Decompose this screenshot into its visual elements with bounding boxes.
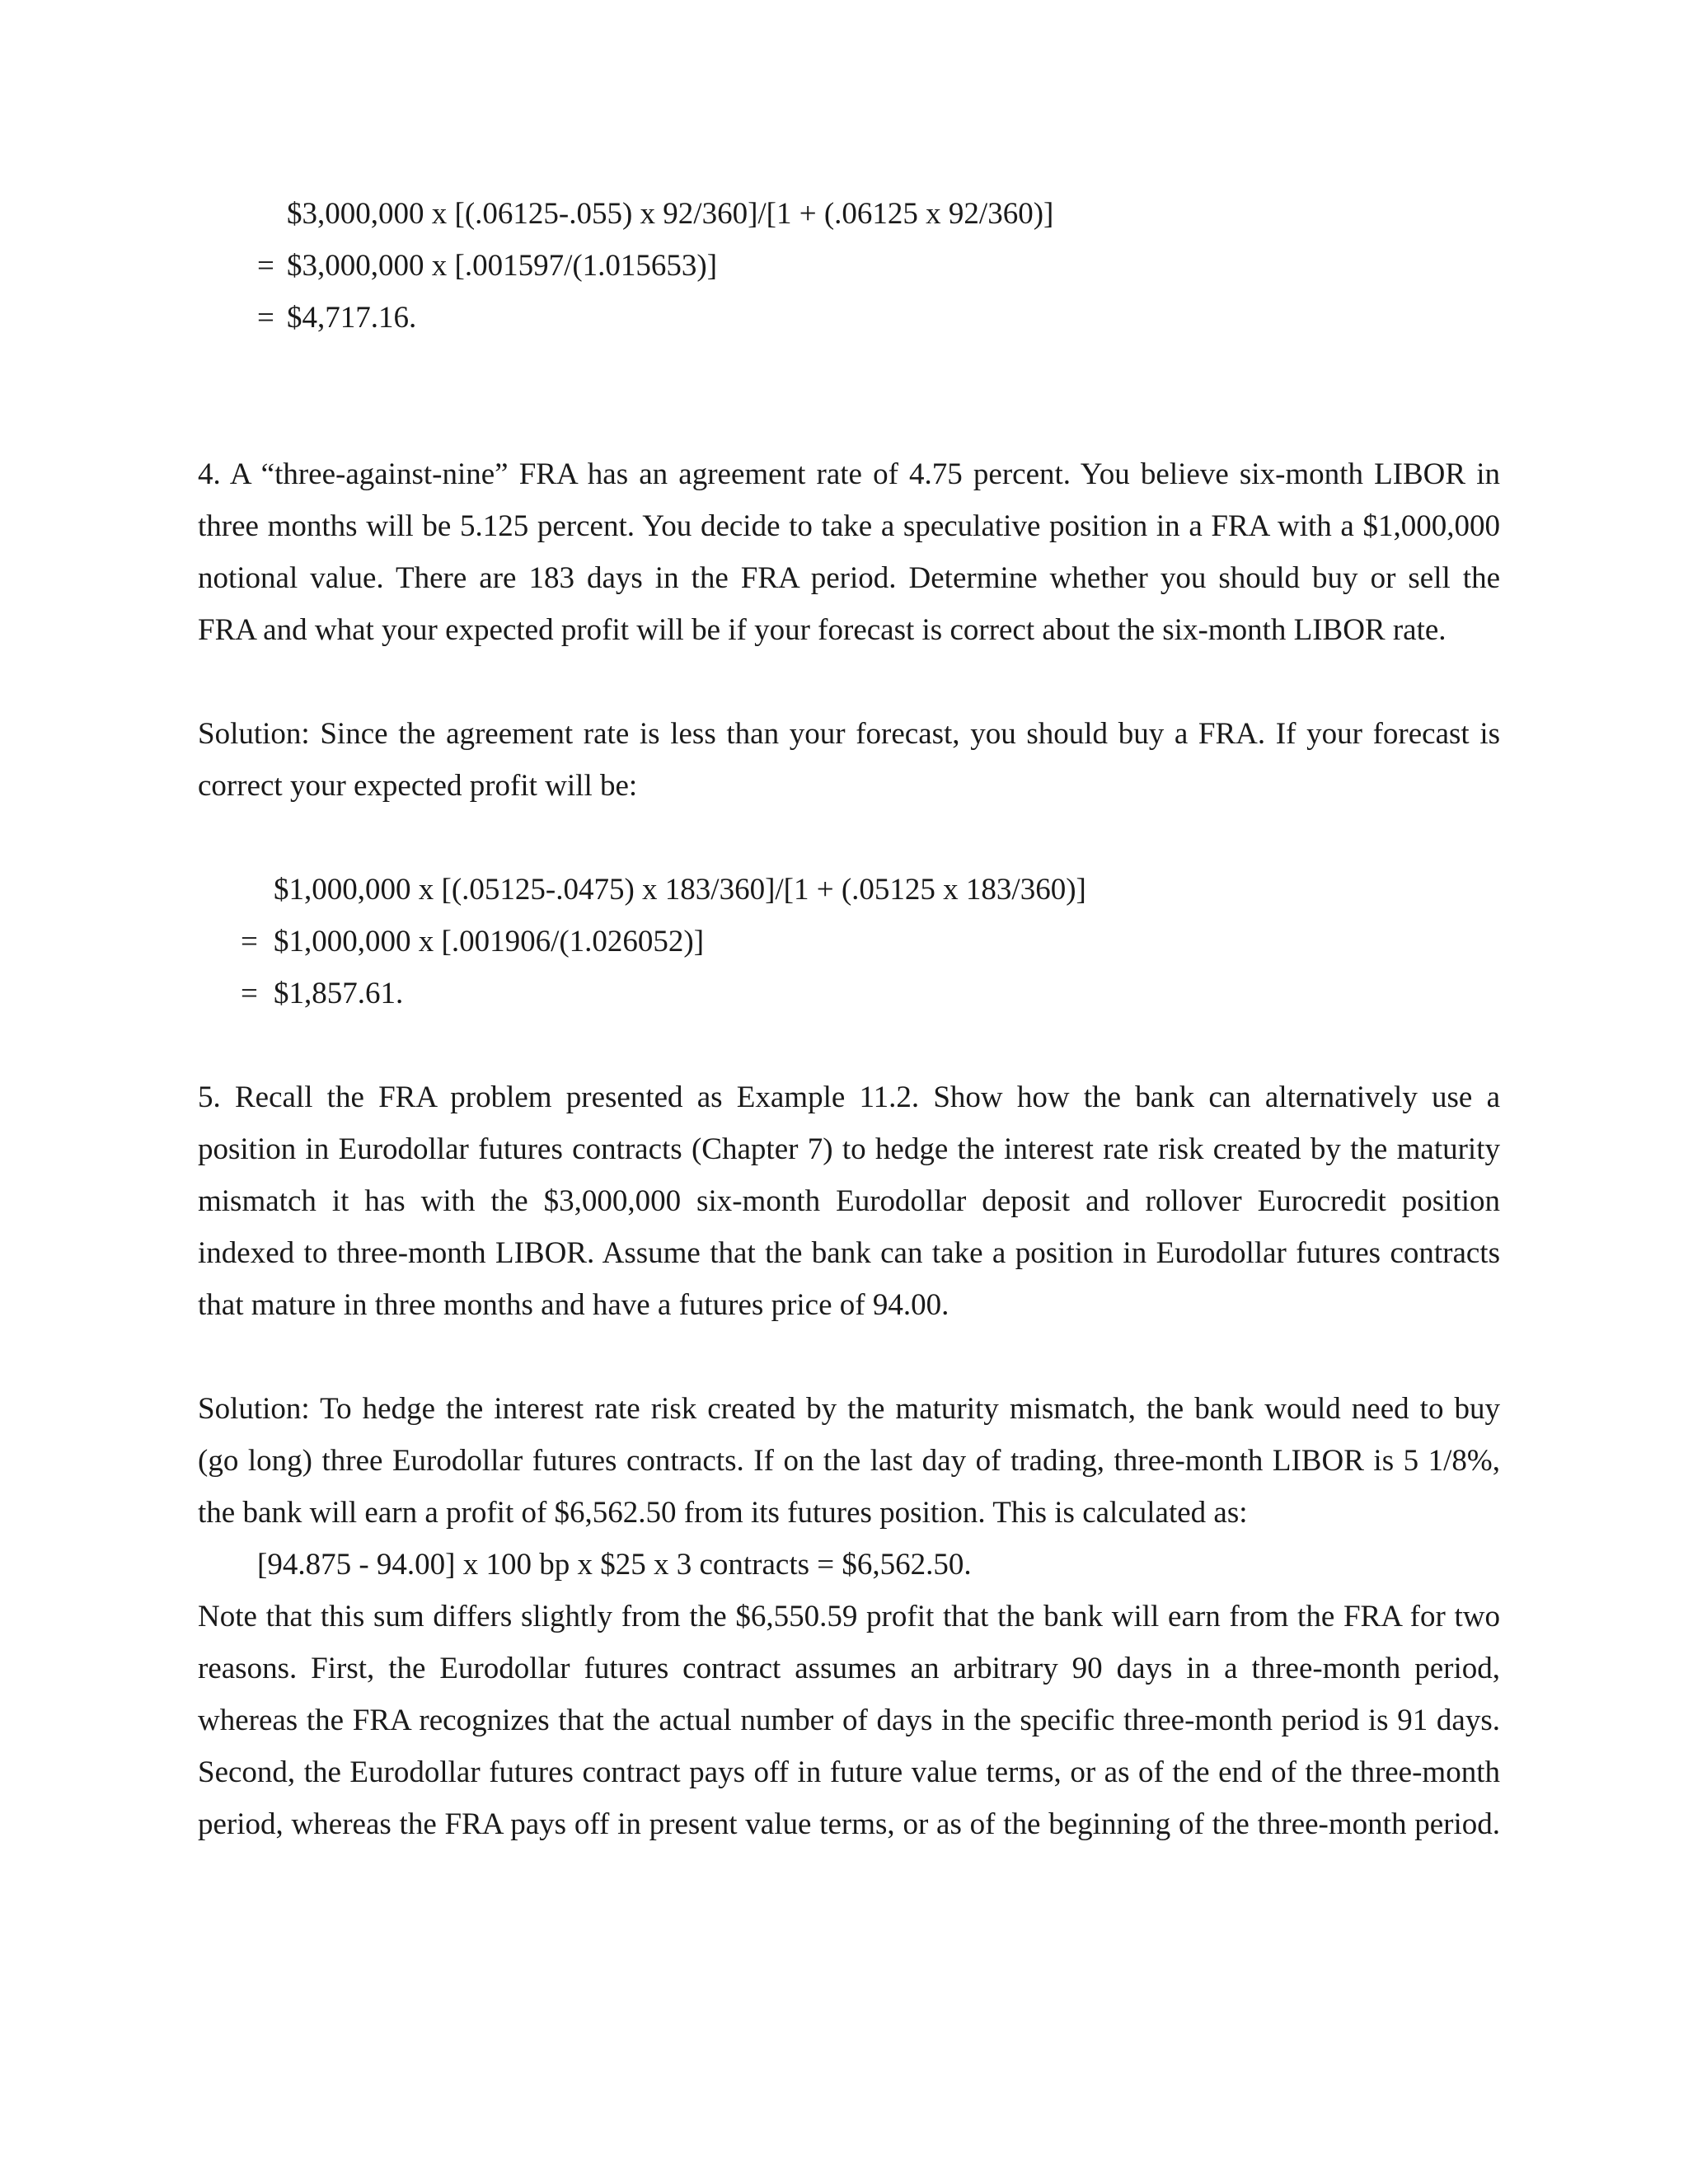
solution5-line3: the bank will earn a profit of $6,562.50 from its futures position. This is calculated as:	[198, 1496, 1248, 1530]
calc2-line1: $1,000,000 x [(.05125-.0475) x 183/360]/[1 + (.05125 x 183/360)]	[274, 873, 1086, 907]
solution5-note-line1: Note that this sum differs slightly from the $6,550.59 profit that the bank will earn from the FRA for two	[198, 1600, 1500, 1633]
calc2-line3: $1,857.61.	[274, 977, 404, 1010]
problem4-line1: 4. A “three-against-nine” FRA has an agreement rate of 4.75 percent. You believe six-month LIBOR in	[198, 457, 1500, 491]
calc2-equals-1: =	[241, 925, 258, 958]
solution4-line2: correct your expected profit will be:	[198, 769, 638, 803]
calc1-equals-1: =	[257, 249, 274, 283]
problem5-line5: that mature in three months and have a futures price of 94.00.	[198, 1288, 950, 1322]
problem4-line2: three months will be 5.125 percent. You decide to take a speculative position in a FRA with a $1,000,000	[198, 509, 1500, 543]
problem4-line3: notional value. There are 183 days in the FRA period. Determine whether you should buy or sell the	[198, 561, 1500, 595]
solution5-note-line5: period, whereas the FRA pays off in present value terms, or as of the beginning of the three-month period.	[198, 1807, 1500, 1841]
calc1-line2: $3,000,000 x [.001597/(1.015653)]	[287, 249, 718, 283]
solution5-note-line2: reasons. First, the Eurodollar futures contract assumes an arbitrary 90 days in a three-month period,	[198, 1652, 1500, 1685]
solution5-calc: [94.875 - 94.00] x 100 bp x $25 x 3 contracts = $6,562.50.	[257, 1548, 972, 1582]
calc2-equals-2: =	[241, 977, 258, 1010]
problem4-line4: FRA and what your expected profit will be if your forecast is correct about the six-month LIBOR rate.	[198, 613, 1447, 647]
calc1-line3: $4,717.16.	[287, 301, 417, 335]
solution5-line1: Solution: To hedge the interest rate risk created by the maturity mismatch, the bank would need to buy	[198, 1392, 1500, 1426]
problem5-line1: 5. Recall the FRA problem presented as Example 11.2. Show how the bank can alternatively use a	[198, 1080, 1500, 1114]
solution4-line1: Solution: Since the agreement rate is less than your forecast, you should buy a FRA. If your forecast is	[198, 717, 1500, 751]
problem5-line4: indexed to three-month LIBOR. Assume that the bank can take a position in Eurodollar futures contracts	[198, 1236, 1500, 1270]
problem5-line3: mismatch it has with the $3,000,000 six-month Eurodollar deposit and rollover Eurocredit position	[198, 1184, 1500, 1218]
solution5-line2: (go long) three Eurodollar futures contracts. If on the last day of trading, three-month LIBOR is 5 1/8%,	[198, 1444, 1500, 1478]
solution5-note-line3: whereas the FRA recognizes that the actual number of days in the specific three-month period is 91 days.	[198, 1704, 1500, 1737]
calc2-line2: $1,000,000 x [.001906/(1.026052)]	[274, 925, 705, 958]
calc1-line1: $3,000,000 x [(.06125-.055) x 92/360]/[1 + (.06125 x 92/360)]	[287, 197, 1054, 231]
solution5-note-line4: Second, the Eurodollar futures contract pays off in future value terms, or as of the end of the three-month	[198, 1755, 1500, 1789]
calc1-equals-2: =	[257, 301, 274, 335]
problem5-line2: position in Eurodollar futures contracts (Chapter 7) to hedge the interest rate risk created by the maturity	[198, 1132, 1500, 1166]
